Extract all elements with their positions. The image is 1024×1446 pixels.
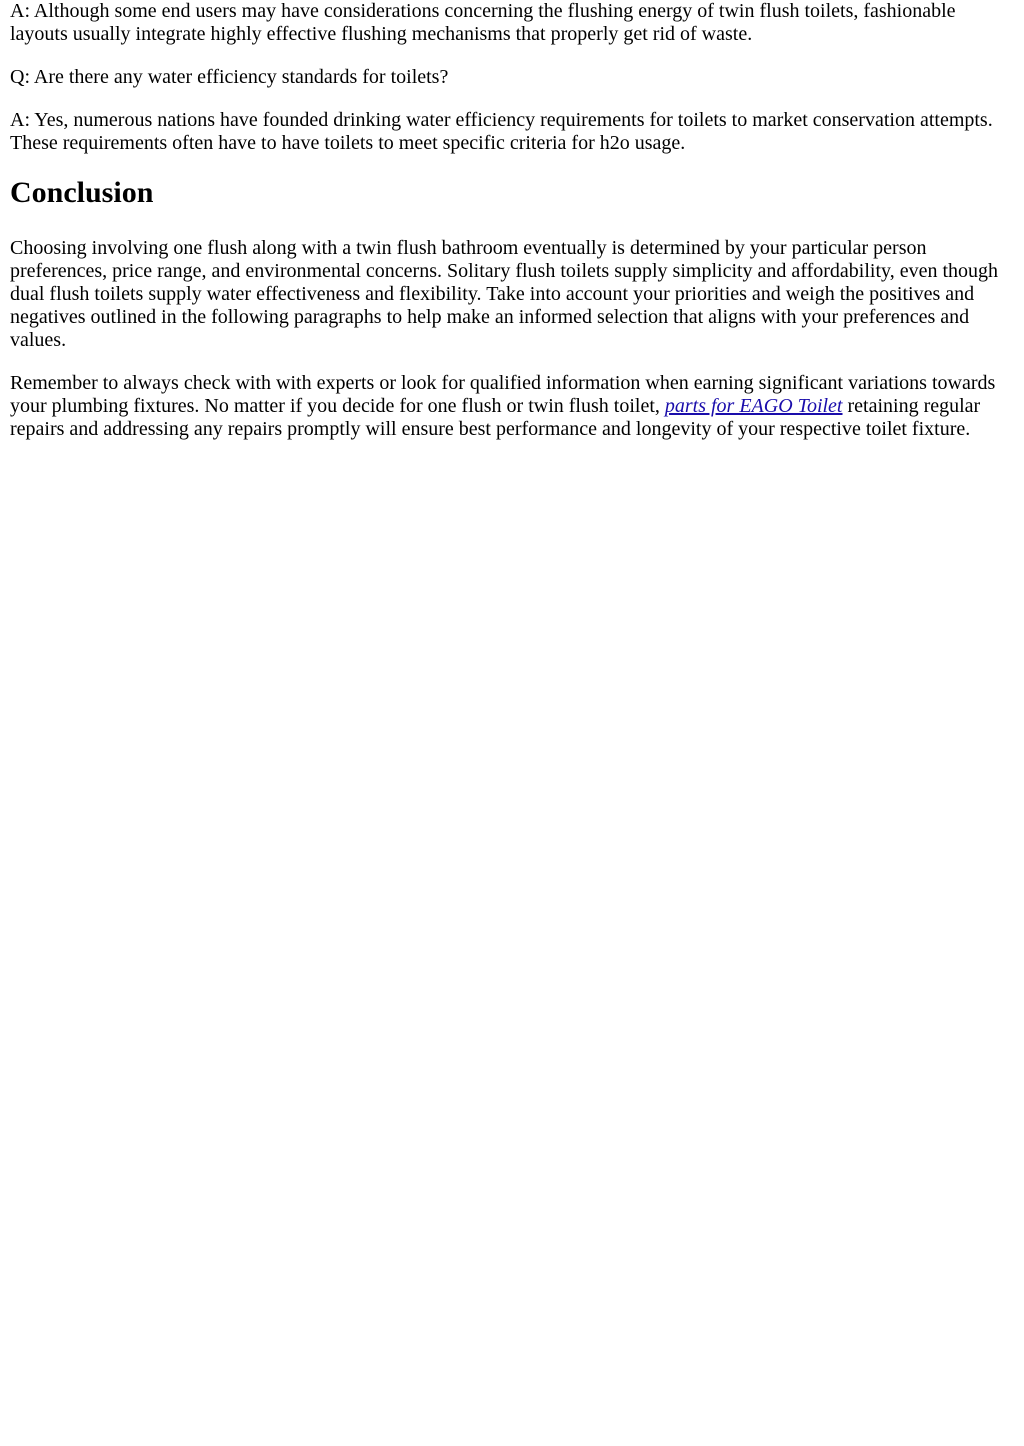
faq-answer-flushing-power: A: Although some end users may have considerations concerning the flushing energy of twin flush toilets, fashionable layouts usually integrate highly effective flushing mechanisms that properly get rid of waste. — [10, 0, 956, 45]
conclusion-heading: Conclusion — [10, 176, 154, 209]
faq-answer-standards: A: Yes, numerous nations have founded drinking water efficiency requirements for toilets to market conservation attempts. These requirements often have to have toilets to meet specific criteria for h2o usage. — [10, 109, 993, 154]
conclusion-paragraph-1: Choosing involving one flush along with a twin flush bathroom eventually is determined by your particular person preferences, price range, and environmental concerns. Solitary flush toilets supply simplicity and affordability, even though dual flush toilets supply water effectiveness and flexibility. Take into account your priorities and weigh the positives and negatives outlined in the following paragraphs to help make an informed selection that aligns with your preferences and values. — [10, 237, 999, 351]
conclusion-paragraph-2-before-link: Remember to always check with with experts or look for qualified information when earning significant variations towards your plumbing fixtures. No matter if you decide for one flush or twin flush toilet, — [10, 372, 996, 417]
faq-question-standards: Q: Are there any water efficiency standards for toilets? — [10, 66, 449, 88]
conclusion-paragraph-2 — [10, 372, 1014, 441]
eago-toilet-parts-link[interactable]: parts for EAGO Toilet — [664, 395, 843, 417]
article-content — [0, 0, 1024, 441]
conclusion-paragraph-2-after-link: retaining regular repairs and addressing any repairs promptly will ensure best performance and longevity of your respective toilet fixture. — [10, 395, 981, 440]
